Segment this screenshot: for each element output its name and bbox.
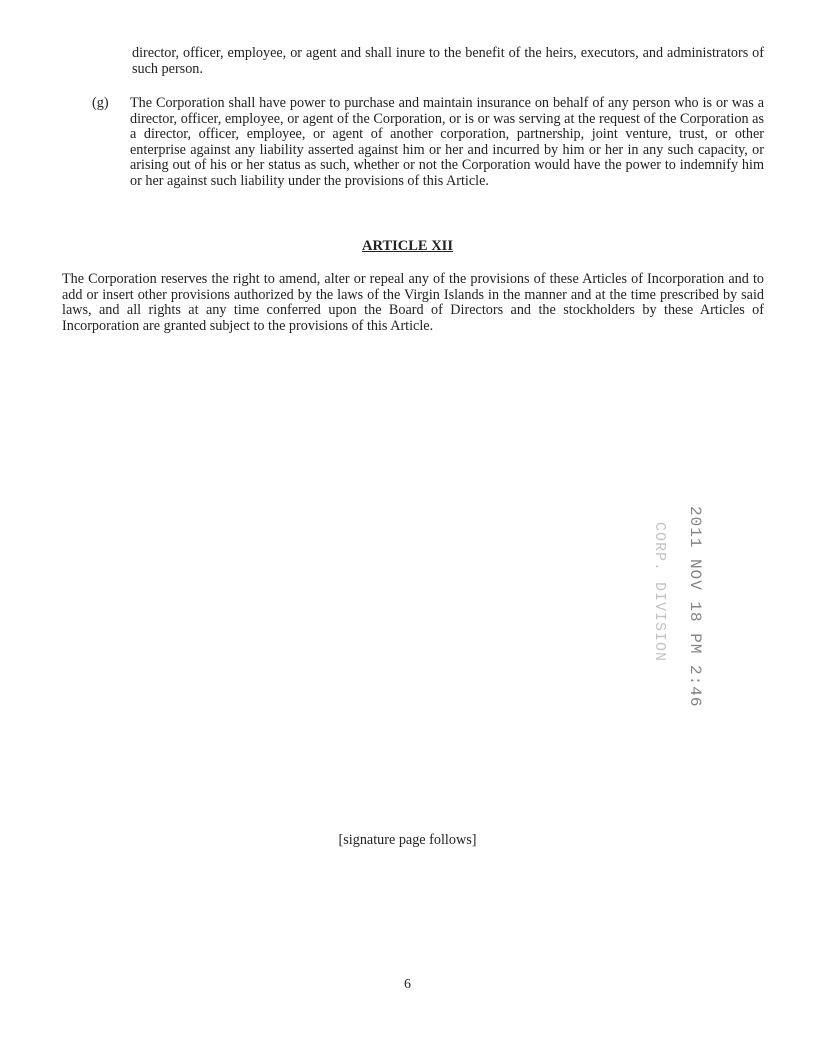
continuation-paragraph: director, officer, employee, or agent and shall inure to the benefit of the heirs, executors, and administrators of such person. (132, 45, 764, 77)
article-heading: ARTICLE XII (362, 238, 453, 254)
item-g-paragraph: The Corporation shall have power to purchase and maintain insurance on behalf of any person who is or was a director, officer, employee, or agent of the Corporation, or is or was serving at the request of the Corporation as a director, officer, employee, or agent of another corporation, partnership, joint venture, trust, or other enterprise against any liability asserted against him or her and incurred by him or her in any such capacity, or arising out of his or her status as such, whether or not the Corporation would have the power to indemnify him or her against such liability under the provisions of this Article. (130, 95, 764, 189)
article-paragraph: The Corporation reserves the right to amend, alter or repeal any of the provisions of these Articles of Incorporation and to add or insert other provisions authorized by the laws of the Virgin Islands in the manner and at the time prescribed by said laws, and all rights at any time conferred upon the Board of Directors and the stockholders by these Articles of Incorporation are granted subject to the provisions of this Article. (62, 271, 764, 334)
page-number: 6 (404, 977, 411, 992)
stamp-date-line: 2011 NOV 18 PM 2:46 (686, 506, 704, 708)
filing-stamp (636, 498, 716, 708)
item-g-label: (g) (92, 95, 109, 111)
signature-page-note: [signature page follows] (338, 832, 477, 848)
stamp-office-line: CORP. DIVISION (651, 522, 668, 663)
